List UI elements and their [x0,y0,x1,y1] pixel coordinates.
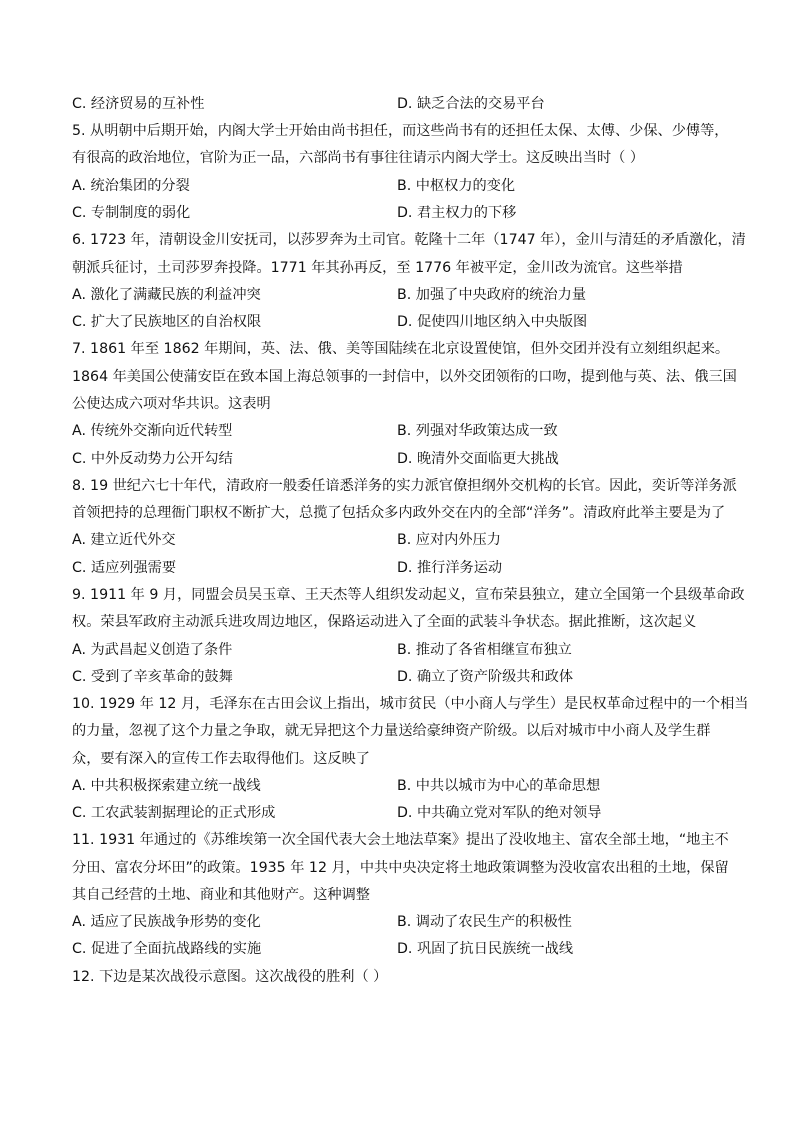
q11-stem-line-2: 分田、富农分坏田”的政策。1935 年 12 月，中共中央决定将土地政策调整为没收富农出租的土地，保留 [72,860,729,876]
q9-stem-line-2: 权。荣县军政府主动派兵进攻周边地区，保路运动进入了全面的武装斗争状态。据此推断，这次起义 [72,614,697,630]
q12-stem-line-1: 12. 下边是某次战役示意图。这次战役的胜利（ ） [72,969,388,985]
q6-option-d: D. 促使四川地区纳入中央版图 [397,314,588,330]
q11-option-d: D. 巩固了抗日民族统一战线 [397,941,574,957]
q6-option-b: B. 加强了中央政府的统治力量 [397,287,587,303]
q5-stem-line-1: 5. 从明朝中后期开始，内阁大学士开始由尚书担任，而这些尚书有的还担任太保、太傅、少保、少傅等， [72,123,729,139]
q10-stem-line-1: 10. 1929 年 12 月，毛泽东在古田会议上指出，城市贫民（中小商人与学生）是民权革命过程中的一个相当 [72,696,749,712]
q8-option-a: A. 建立近代外交 [72,532,176,548]
q5-stem-line-2: 有很高的政治地位，官阶为正一品，六部尚书有事往往请示内阁大学士。这反映出当时（ ） [72,150,645,166]
q7-stem-line-3: 公使达成六项对华共识。这表明 [72,396,271,412]
q8-stem-line-2: 首领把持的总理衙门职权不断扩大，总揽了包括众多内政外交在内的全部“洋务”。清政府此举主要是为了 [72,505,726,521]
q10-stem-line-2: 的力量，忽视了这个力量之争取，就无异把这个力量送给豪绅资产阶级。以后对城市中小商人及学生群 [72,723,711,739]
q10-option-a: A. 中共积极探索建立统一战线 [72,778,261,794]
q11-stem-line-1: 11. 1931 年通过的《苏维埃第一次全国代表大会土地法草案》提出了没收地主、富农全部土地，“地主不 [72,832,729,848]
q8-stem-line-1: 8. 19 世纪六七十年代，清政府一般委任谙悉洋务的实力派官僚担纲外交机构的长官。因此，奕䜣等洋务派 [72,478,737,494]
q6-option-c: C. 扩大了民族地区的自治权限 [72,314,262,330]
q5-option-c: C. 专制制度的弱化 [72,205,191,221]
q4-option-c: C. 经济贸易的互补性 [72,96,205,112]
q11-stem-line-3: 其自己经营的土地、商业和其他财产。这种调整 [72,887,370,903]
q6-stem-line-1: 6. 1723 年，清朝设金川安抚司，以莎罗奔为土司官。乾隆十二年（1747 年），金川与清廷的矛盾激化，清 [72,232,746,248]
q9-option-c: C. 受到了辛亥革命的鼓舞 [72,669,233,685]
q7-option-a: A. 传统外交渐向近代转型 [72,423,233,439]
q8-option-c: C. 适应列强需要 [72,560,177,576]
q4-option-d: D. 缺乏合法的交易平台 [397,96,545,112]
q7-option-b: B. 列强对华政策达成一致 [397,423,558,439]
q11-option-c: C. 促进了全面抗战路线的实施 [72,941,262,957]
q9-option-d: D. 确立了资产阶级共和政体 [397,669,574,685]
q7-option-d: D. 晚清外交面临更大挑战 [397,451,559,467]
q11-option-a: A. 适应了民族战争形势的变化 [72,914,261,930]
q10-stem-line-3: 众，要有深入的宣传工作去取得他们。这反映了 [72,751,370,767]
q6-stem-line-2: 朝派兵征讨，土司莎罗奔投降。1771 年其孙再反，至 1776 年被平定，金川改为流官。这些举措 [72,260,683,276]
q8-option-d: D. 推行洋务运动 [397,560,503,576]
q9-stem-line-1: 9. 1911 年 9 月，同盟会员吴玉章、王天杰等人组织发动起义，宣布荣县独立，建立全国第一个县级革命政 [72,587,745,603]
q10-option-c: C. 工农武装割据理论的正式形成 [72,805,276,821]
q9-option-b: B. 推动了各省相继宣布独立 [397,642,572,658]
q8-option-b: B. 应对内外压力 [397,532,501,548]
q5-option-b: B. 中枢权力的变化 [397,178,516,194]
q5-option-d: D. 君主权力的下移 [397,205,517,221]
q10-option-b: B. 中共以城市为中心的革命思想 [397,778,601,794]
q5-option-a: A. 统治集团的分裂 [72,178,190,194]
q7-option-c: C. 中外反动势力公开勾结 [72,451,233,467]
q6-option-a: A. 激化了满藏民族的利益冲突 [72,287,261,303]
q9-option-a: A. 为武昌起义创造了条件 [72,642,233,658]
q10-option-d: D. 中共确立党对军队的绝对领导 [397,805,602,821]
q11-option-b: B. 调动了农民生产的积极性 [397,914,572,930]
q7-stem-line-2: 1864 年美国公使蒲安臣在致本国上海总领事的一封信中，以外交团领衔的口吻，提到他与英、法、俄三国 [72,369,737,385]
q7-stem-line-1: 7. 1861 年至 1862 年期间，英、法、俄、美等国陆续在北京设置使馆，但外交团并没有立刻组织起来。 [72,341,730,357]
